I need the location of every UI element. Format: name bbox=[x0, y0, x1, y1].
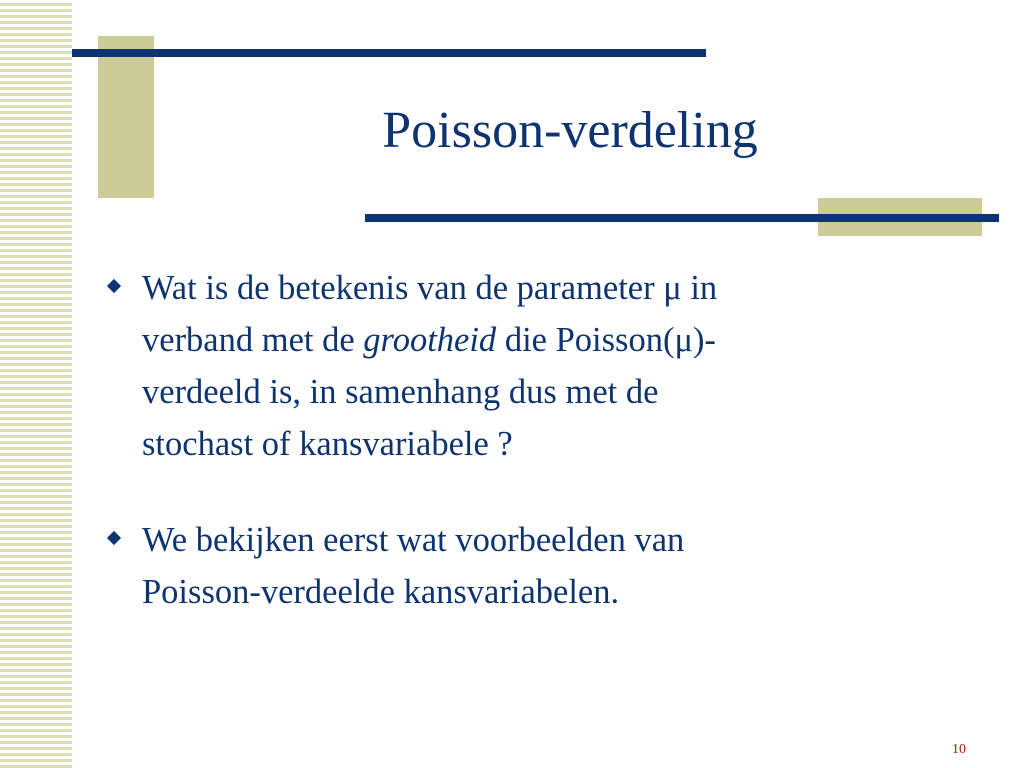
bullet-1-line-2-start: verband met de bbox=[142, 321, 364, 359]
bullet-item-1 bbox=[100, 262, 910, 470]
bullet-item-2 bbox=[100, 514, 910, 618]
title-rule-top bbox=[72, 49, 706, 57]
bullet-1-line-2 bbox=[142, 314, 910, 366]
bullet-2-line-2: Poisson-verdeelde kansvariabelen. bbox=[142, 573, 620, 611]
left-stripe-border bbox=[0, 0, 72, 768]
bullet-1-line-2-end: die Poisson(μ)- bbox=[496, 321, 716, 359]
slide-title: Poisson-verdeling bbox=[382, 102, 758, 159]
bullet-2-line-1: We bekijken eerst wat voorbeelden van bbox=[142, 521, 685, 559]
bullet-1-line-1: Wat is de betekenis van de parameter μ in bbox=[142, 269, 718, 307]
bullet-1-line-3: verdeeld is, in samenhang dus met de bbox=[142, 373, 659, 411]
page-number: 10 bbox=[952, 742, 966, 757]
diamond-bullet-icon bbox=[107, 531, 121, 545]
diamond-bullet-icon bbox=[107, 279, 121, 293]
bullet-1-emphasis: grootheid bbox=[363, 321, 497, 359]
bullet-list bbox=[100, 262, 910, 618]
title-rule-bottom bbox=[365, 214, 999, 222]
bullet-1-line-4: stochast of kansvariabele ? bbox=[142, 425, 513, 463]
decorative-block-top bbox=[98, 36, 154, 198]
